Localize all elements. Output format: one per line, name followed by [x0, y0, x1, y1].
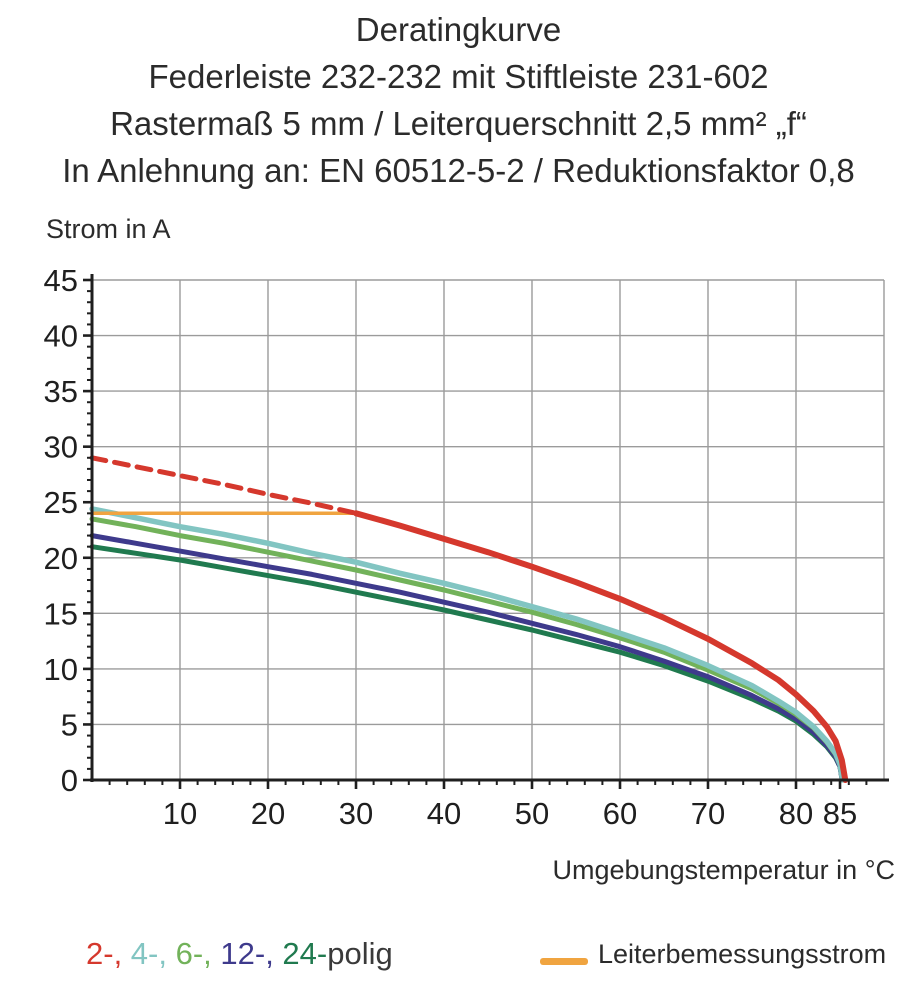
x-tick-label: 30: [338, 796, 374, 831]
y-tick-label: 5: [60, 707, 78, 743]
y-tick-label: 30: [43, 429, 78, 465]
y-tick-label: 0: [60, 763, 78, 798]
x-tick-label: 50: [514, 796, 550, 831]
x-tick-label: 70: [690, 796, 726, 831]
x-tick-label: 20: [250, 796, 286, 831]
y-tick-label: 25: [43, 485, 78, 521]
poles-legend: [86, 936, 393, 972]
series-4-polig: [92, 509, 843, 780]
poles-legend-item: 6-,: [175, 936, 221, 971]
chart-title: Deratingkurve: [355, 11, 562, 48]
chart-subtitle-1: Federleiste 232-232 mit Stiftleiste 231-602: [148, 58, 769, 95]
y-tick-label: 20: [43, 540, 78, 576]
chart-subtitle-3: In Anlehnung an: EN 60512-5-2 / Reduktionsfaktor 0,8: [62, 152, 855, 189]
poles-legend-item: 12-,: [220, 936, 283, 971]
series-24-polig: [92, 547, 842, 780]
x-tick-label: 10: [162, 796, 198, 831]
poles-legend-item: 24-: [282, 936, 328, 971]
x-tick-label: 85: [822, 796, 858, 831]
poles-legend-item: polig: [327, 936, 393, 971]
series-12-polig: [92, 536, 842, 780]
chart-subtitle-2: Rastermaß 5 mm / Leiterquerschnitt 2,5 mm² „f“: [110, 105, 807, 142]
y-tick-label: 40: [43, 318, 78, 354]
y-tick-label: 10: [43, 651, 78, 687]
rated-current-line-swatch: [540, 958, 588, 965]
y-tick-label: 35: [43, 374, 78, 410]
x-tick-label: 40: [426, 796, 462, 831]
y-axis-title: Strom in A: [46, 214, 171, 244]
x-axis-title: Umgebungstemperatur in °C: [552, 855, 895, 885]
x-tick-label: 60: [602, 796, 638, 831]
series-2-polig-dashed: [92, 458, 356, 514]
x-tick-label: 80: [778, 796, 814, 831]
y-tick-label: 45: [43, 263, 78, 298]
poles-legend-item: 2-,: [86, 936, 131, 971]
y-tick-label: 15: [43, 596, 78, 632]
rated-current-label: Leiterbemessungsstrom: [598, 939, 887, 969]
poles-legend-item: 4-,: [130, 936, 176, 971]
